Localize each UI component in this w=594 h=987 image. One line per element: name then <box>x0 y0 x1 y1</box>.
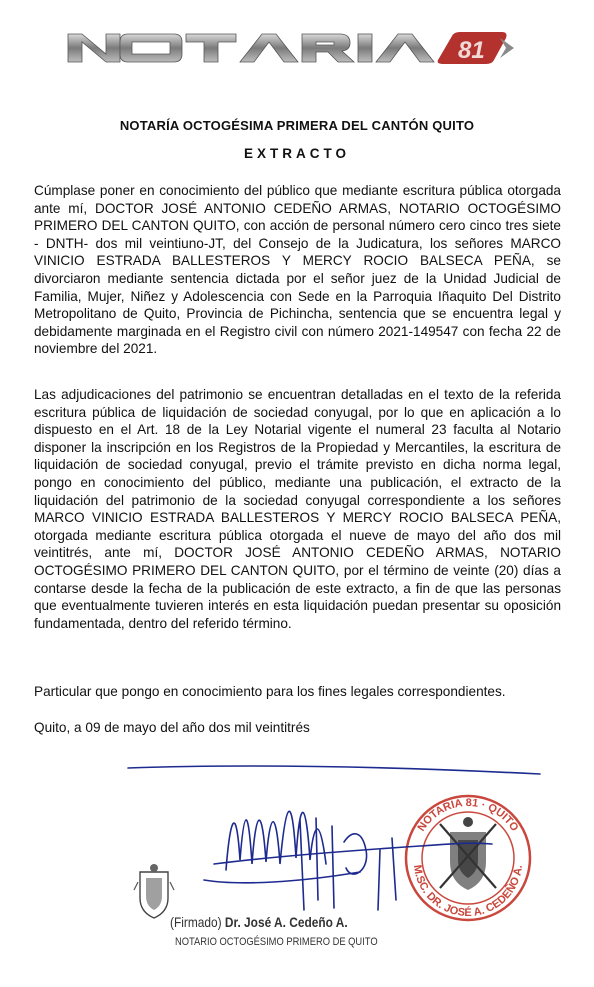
seal-top-text: NOTARIA 81 · QUITO <box>415 796 521 834</box>
document-title: NOTARÍA OCTOGÉSIMA PRIMERA DEL CANTÓN QUITO <box>119 118 475 133</box>
notary-seal <box>406 796 530 920</box>
seal-emblem-icon <box>440 817 496 890</box>
notaria-81-logo <box>66 26 516 70</box>
signature-block <box>0 760 594 987</box>
document-subtitle: EXTRACTO <box>243 146 350 161</box>
date-line: Quito, a 09 de mayo del año dos mil veintitrés <box>34 720 310 735</box>
paragraph-closing: Particular que pongo en conocimiento para los fines legales correspondientes. <box>34 684 506 699</box>
signer-line <box>170 914 348 930</box>
seal-bottom-text: M.SC. DR. JOSÉ A. CEDEÑO A. <box>410 864 525 920</box>
signer-name: Dr. José A. Cedeño A. <box>224 914 348 930</box>
paragraph-divorce-notice: Cúmplase poner en conocimiento del público que mediante escritura pública otorgada ante mí, DOCTOR JOSÉ ANTONIO CEDEÑO ARMAS, NOTARIO OCTOGÉSIMO PRIMERO DEL CANTON QUITO, con acción de personal número cero cinco tres siete - DNTH- dos mil veintiuno-JT, del Consejo de la Judicatura, los señores MARCO VINICIO ESTRADA BALLESTEROS Y MERCY ROCIO BALSECA PEÑA, se divorciaron mediante sentencia dictada por el señor juez de la Unidad Judicial de Familia, Mujer, Niñez y Adolescencia con Sede en la Parroquia Iñaquito Del Distrito Metropolitano de Quito, Provincia de Pichincha, sentencia que se encuentra legal y debidamente marginada en el Registro civil con número 2021-149547 con fecha 22 de noviembre del 2021. <box>34 183 561 357</box>
svg-text:81: 81 <box>458 37 485 64</box>
svg-text:NOTARIA 81 · QUITO <box>415 797 520 834</box>
coat-of-arms-icon <box>134 864 174 918</box>
paragraph-liquidation: Las adjudicaciones del patrimonio se encuentran detalladas en el texto de la referida escritura pública de liquidación de sociedad conyugal, por lo que en aplicación a lo dispuesto en el Art. 18 de la Ley Notarial vigente el numeral 23 faculta al Notario disponer la inscripción en los Registros de la Propiedad y Mercantiles, la escritura de liquidación de sociedad conyugal, previo el trámite previsto en dicha norma legal, pongo en conocimiento del público, mediante una publicación, el extracto de la liquidación del patrimonio de la sociedad conyugal correspondiente a los señores MARCO VINICIO ESTRADA BALLESTEROS Y MERCY ROCIO BALSECA PEÑA, otorgada mediante escritura pública otorgada el nueve de mayo del año dos mil veintitrés, ante mí, DOCTOR JOSÉ ANTONIO CEDEÑO ARMAS, NOTARIO OCTOGÉSIMO PRIMERO DEL CANTON QUITO, por el término de veinte (20) días a contarse desde la fecha de la publicación de este extracto, a fin de que las personas que eventualmente tuvieren interés en esta liquidación puedan presentar su oposición fundamentada, dentro del referido término. <box>34 387 561 631</box>
signed-label: (Firmado) <box>170 914 222 930</box>
signer-title: NOTARIO OCTOGÉSIMO PRIMERO DE QUITO <box>175 936 378 948</box>
